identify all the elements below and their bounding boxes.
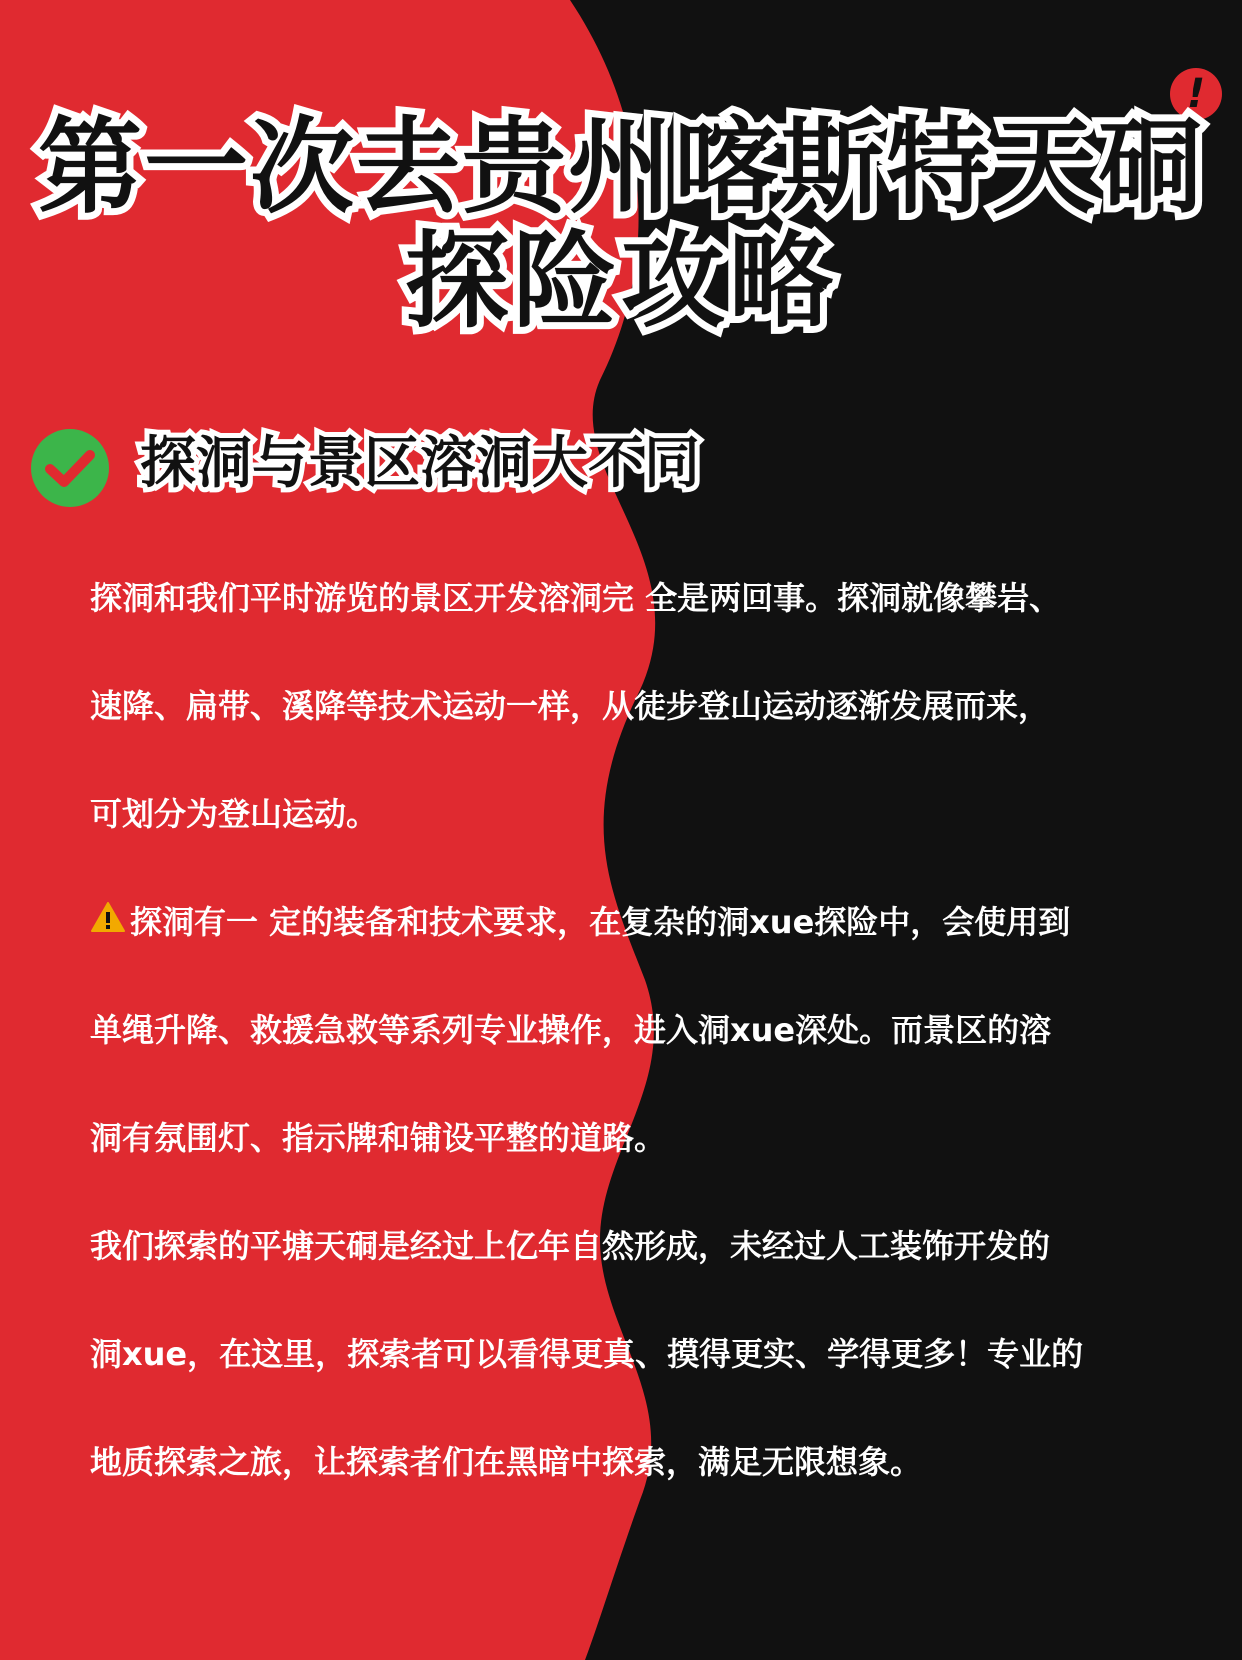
- body-line-warning: [90, 886, 1150, 994]
- body-line: 地质探索之旅，让探索者们在黑暗中探索，满足无限想象。: [90, 1443, 923, 1481]
- body-line-text: 探洞有一 定的装备和技术要求，在复杂的洞xue探险中，会使用到: [130, 903, 1071, 941]
- body-text: [90, 562, 1150, 1534]
- section-heading: 探洞与景区溶洞大不同: [140, 431, 700, 496]
- body-line: 速降、扁带、溪降等技术运动一样，从徒步登山运动逐渐发展而来，: [90, 687, 1051, 725]
- body-line: 可划分为登山运动。: [90, 795, 379, 833]
- page-title-line-2: 探险攻略: [404, 220, 837, 342]
- body-line: 洞xue，在这里，探索者可以看得更真、摸得更实、学得更多！专业的: [90, 1335, 1084, 1373]
- exclamation-icon: !: [1170, 68, 1222, 120]
- check-circle-icon: [30, 428, 110, 508]
- body-line: 单绳升降、救援急救等系列专业操作，进入洞xue深处。而景区的溶: [90, 1011, 1052, 1049]
- page-title-line-1: 第一次去贵州喀斯特天硐: [37, 106, 1204, 228]
- body-line: 洞有氛围灯、指示牌和铺设平整的道路。: [90, 1119, 667, 1157]
- warning-icon: [90, 901, 126, 933]
- body-line: 我们探索的平塘天硐是经过上亿年自然形成，未经过人工装饰开发的: [90, 1227, 1051, 1265]
- body-line: 探洞和我们平时游览的景区开发溶洞完 全是两回事。探洞就像攀岩、: [90, 579, 1062, 617]
